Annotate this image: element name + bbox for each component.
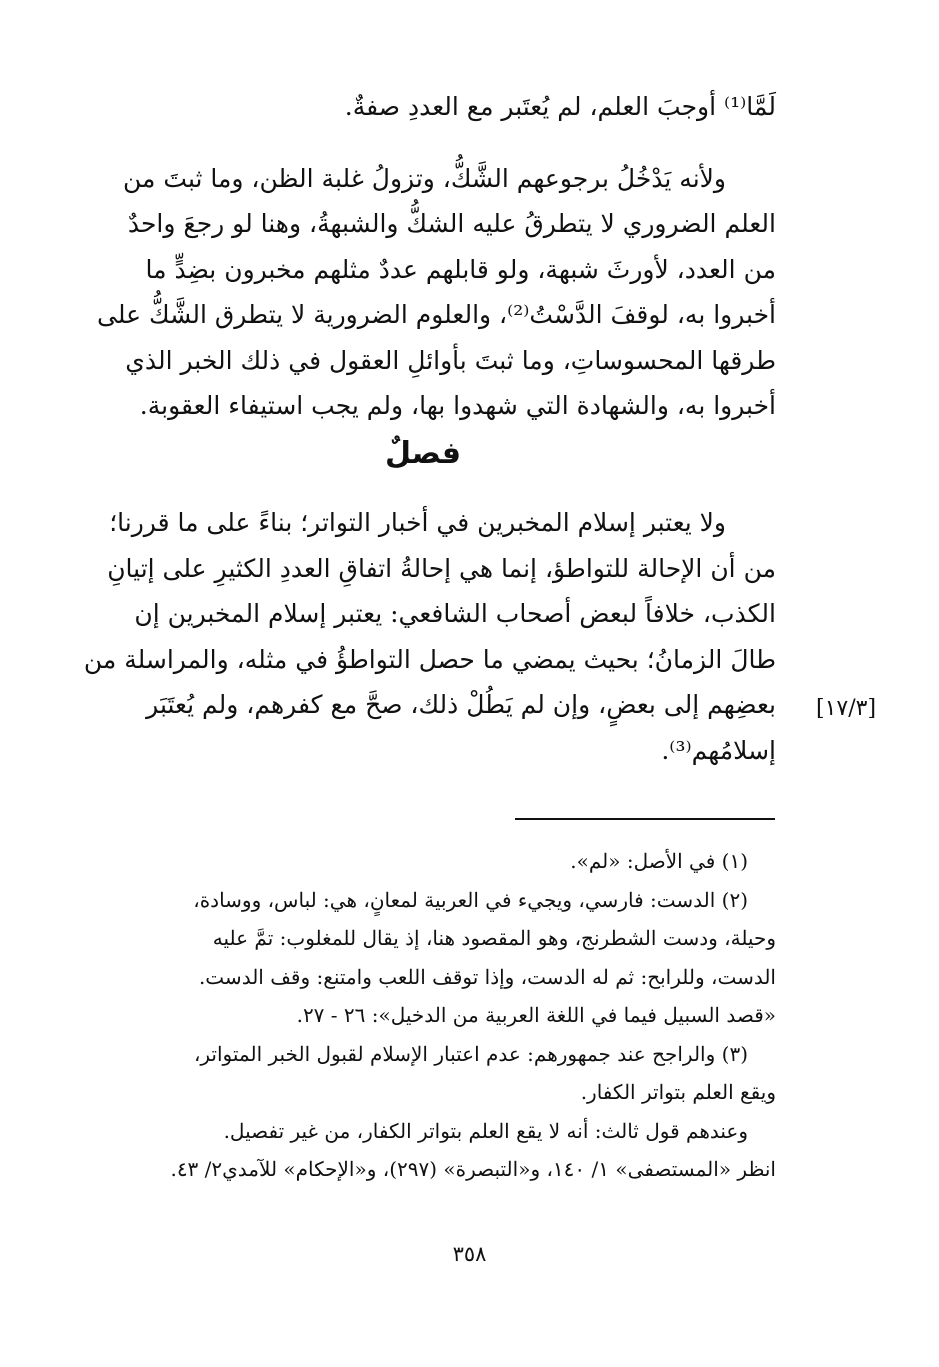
- paragraph-3: [70, 500, 776, 773]
- footnote-divider: [515, 818, 775, 820]
- volume-page-marker: [١٧/٣]: [816, 696, 877, 721]
- paragraph-3-line: الكذب، خلافاً لبعض أصحاب الشافعي: يعتبر إسلام المخبرين إن: [134, 599, 776, 628]
- paragraph-2: [70, 156, 776, 429]
- paragraph-2-line: طرقها المحسوساتِ، وما ثبتَ بأوائلِ العقول في ذلك الخبر الذي: [125, 345, 776, 375]
- footnote-2-line: وحيلة، ودست الشطرنج، وهو المقصود هنا، إذ يقال للمغلوب: تمَّ عليه: [212, 926, 776, 950]
- paragraph-2-line: ولأنه يَدْخُلُ برجوعهم الشَّكُّ، وتزولُ غلبة الظن، وما ثبتَ من: [123, 163, 726, 193]
- footnote-2-line: «قصد السبيل فيما في اللغة العربية من الدخيل»: ٢٦ - ٢٧.: [296, 1003, 776, 1027]
- paragraph-2-line: من العدد، لأورثَ شبهة، ولو قابلهم عددٌ مثلهم مخبرون بضِدٍّ ما: [145, 254, 776, 284]
- footnote-2-line: (٢) الدست: فارسي، ويجيء في العربية لمعانٍ، هي: لباس، ووسادة،: [193, 887, 748, 912]
- paragraph-3-line: ولا يعتبر إسلام المخبرين في أخبار التواتر؛ بناءً على ما قررنا؛: [109, 508, 726, 537]
- footnote-3-line: انظر «المستصفى» ١/ ١٤٠، و«التبصرة» (٢٩٧)، و«الإحكام» للآمدي٢/ ٤٣.: [170, 1157, 776, 1181]
- section-heading: فصلٌ: [385, 436, 461, 471]
- paragraph-3-line: بعضِهم إلى بعضٍ، وإن لم يَطُلْ ذلك، صحَّ مع كفرهم، ولم يُعتَبَر: [146, 690, 776, 719]
- footnote-3-line: ويقع العلم بتواتر الكفار.: [580, 1080, 776, 1104]
- paragraph-1-line: لَمَّا⁽¹⁾ أوجبَ العلم، لم يُعتَبر مع العددِ صفةٌ.: [344, 92, 776, 121]
- footnotes: [70, 842, 776, 1189]
- footnote-3-line: وعندهم قول ثالث: أنه لا يقع العلم بتواتر الكفار، من غير تفصيل.: [223, 1118, 748, 1143]
- paragraph-2-line: العلم الضروري لا يتطرقُ عليه الشكُّ والشبهةُ، وهنا لو رجعَ واحدٌ: [127, 209, 776, 238]
- paragraph-3-line: من أن الإحالة للتواطؤ، إنما هي إحالةُ اتفاقِ العددِ الكثيرِ على إتيانِ: [107, 553, 776, 583]
- main-text: [70, 84, 776, 429]
- paragraph-3-line: طالَ الزمانُ؛ بحيث يمضي ما حصل التواطؤُ في مثله، والمراسلة من: [83, 644, 776, 674]
- paragraph-3-line: إسلامُهم⁽³⁾.: [661, 735, 776, 765]
- footnote-2-line: الدست، وللرابح: ثم له الدست، وإذا توقف اللعب وامتنع: وقف الدست.: [198, 964, 776, 989]
- page-number: ٣٥٨: [452, 1242, 487, 1266]
- paragraph-2-line: أخبروا به، لوقفَ الدَّسْتُ⁽²⁾، والعلوم الضرورية لا يتطرق الشَّكُّ على: [97, 300, 776, 329]
- footnote-3-line: (٣) والراجح عند جمهورهم: عدم اعتبار الإسلام لقبول الخبر المتواتر،: [193, 1041, 748, 1066]
- paragraph-2-line: أخبروا به، والشهادة التي شهدوا بها، ولم يجب استيفاء العقوبة.: [139, 391, 776, 420]
- footnote-1: (١) في الأصل: «لم».: [570, 849, 748, 873]
